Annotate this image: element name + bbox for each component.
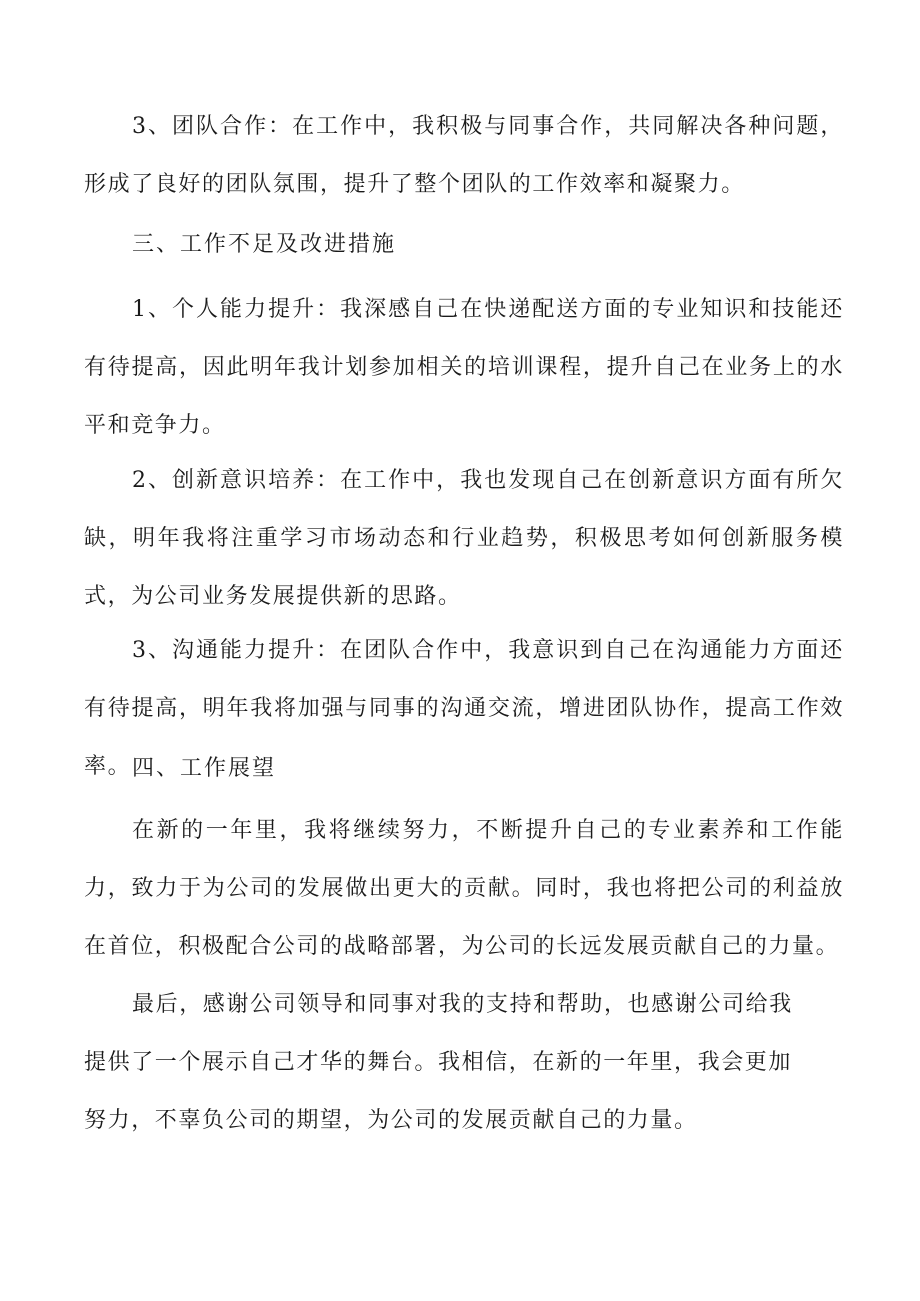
- paragraph-outlook: 在新的一年里，我将继续努力，不断提升自己的专业素养和工作能力，致力于为公司的发展做出更大的贡献。同时，我也将把公司的利益放在首位，积极配合公司的战略部署，为公司的长远发展贡献自己的力量。: [84, 818, 844, 959]
- section-heading-shortcomings: 三、工作不足及改进措施: [132, 232, 397, 257]
- paragraph-ability-improvement: 1、个人能力提升：我深感自己在快递配送方面的专业知识和技能还有待提高，因此明年我计划参加相关的培训课程，提升自己在业务上的水平和竞争力。: [84, 297, 844, 438]
- paragraph-closing: 最后，感谢公司领导和同事对我的支持和帮助，也感谢公司给我提供了一个展示自己才华的舞台。我相信，在新的一年里，我会更加努力，不辜负公司的期望，为公司的发展贡献自己的力量。: [84, 992, 793, 1133]
- paragraph-teamwork: 3、团队合作：在工作中，我积极与同事合作，共同解决各种问题，形成了良好的团队氛围，提升了整个团队的工作效率和凝聚力。: [84, 114, 844, 197]
- section-heading-outlook: 四、工作展望: [132, 756, 277, 781]
- paragraph-innovation: 2、创新意识培养：在工作中，我也发现自己在创新意识方面有所欠缺，明年我将注重学习市场动态和行业趋势，积极思考如何创新服务模式，为公司业务发展提供新的思路。: [84, 468, 844, 609]
- paragraph-communication: 3、沟通能力提升：在团队合作中，我意识到自己在沟通能力方面还有待提高，明年我将加强与同事的沟通交流，增进团队协作，提高工作效率。: [84, 638, 844, 779]
